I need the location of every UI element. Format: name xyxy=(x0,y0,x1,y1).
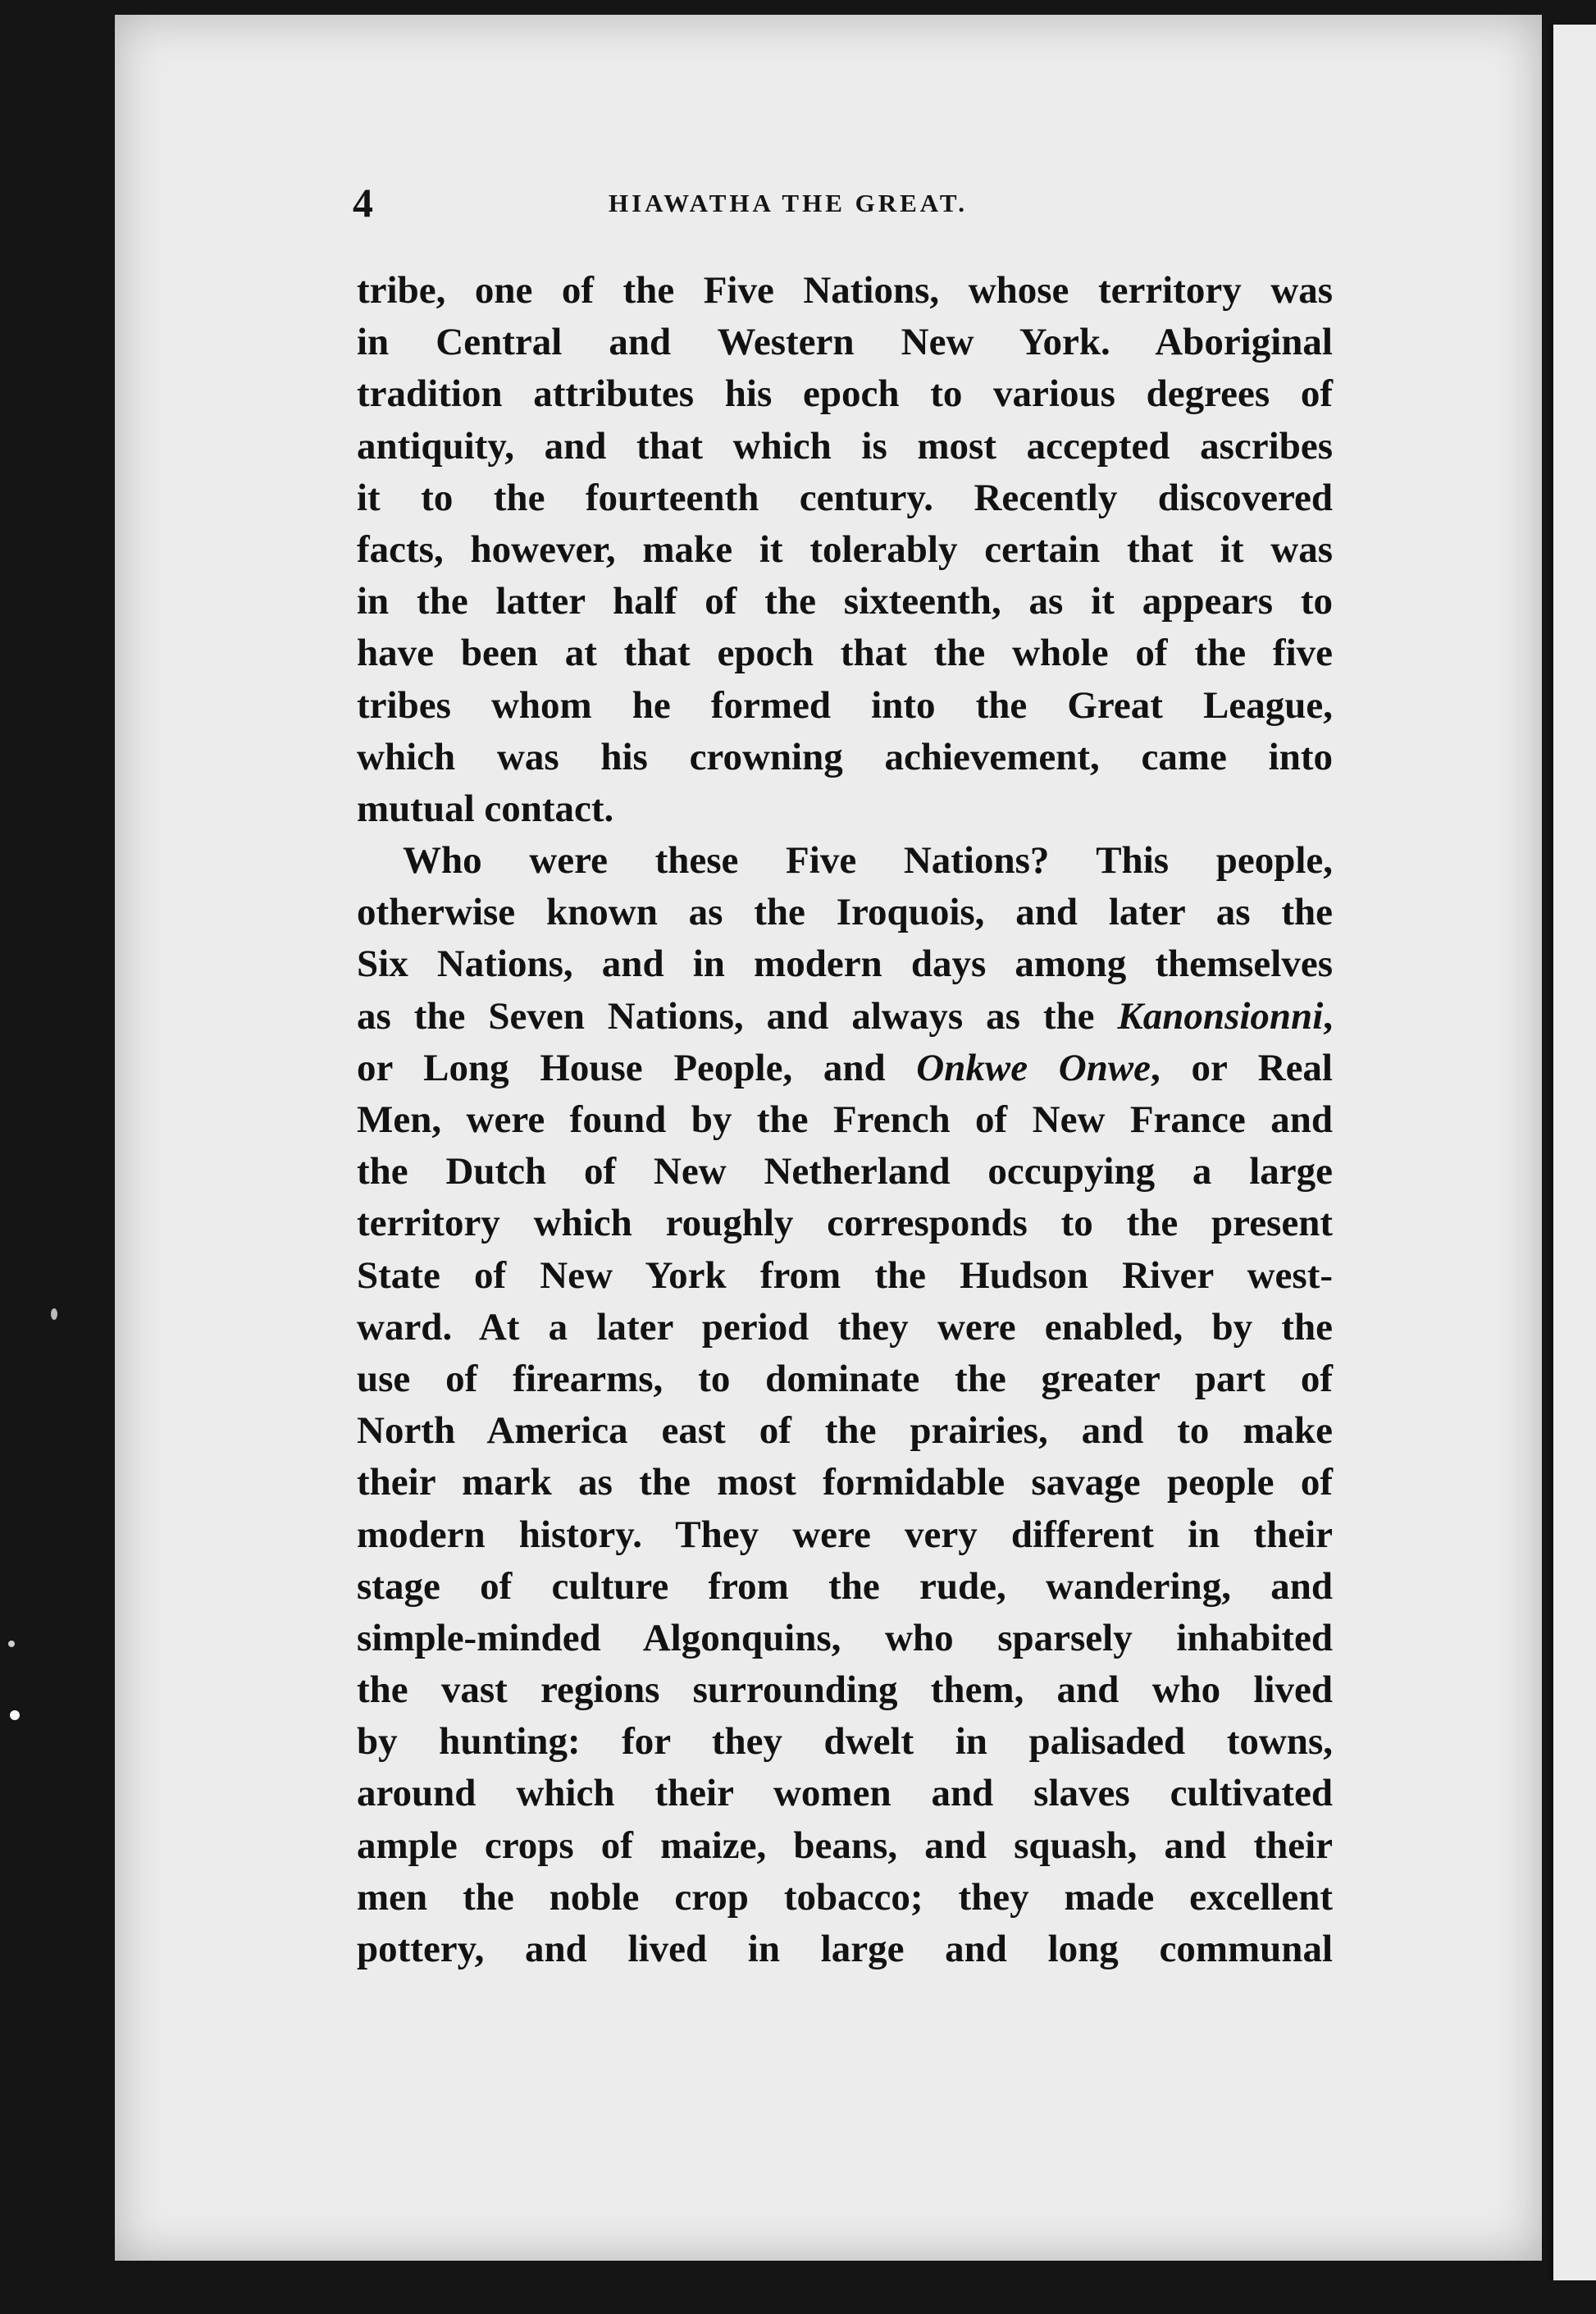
body-text xyxy=(357,265,1333,1975)
italic-term: Kanonsionni xyxy=(1117,994,1324,1038)
text-line: their mark as the most formidable savage people of xyxy=(357,1461,1333,1504)
text-line: or Long House People, and Onkwe Onwe, or Real xyxy=(357,1046,1333,1089)
text-line: tribe, one of the Five Nations, whose territory was xyxy=(357,269,1333,312)
scan-speck xyxy=(8,1641,15,1647)
text-line: as the Seven Nations, and always as the Kanonsionni, xyxy=(357,994,1333,1038)
text-line: simple-minded Algonquins, who sparsely inhabited xyxy=(357,1616,1333,1659)
text-line: stage of culture from the rude, wandering, and xyxy=(357,1564,1333,1608)
text-line: antiquity, and that which is most accepted ascribes xyxy=(357,424,1333,468)
text-line: mutual contact. xyxy=(357,787,614,830)
text-line: by hunting: for they dwelt in palisaded towns, xyxy=(357,1720,1333,1764)
text-line: facts, however, make it tolerably certain that it was xyxy=(357,527,1333,571)
adjacent-page-edge xyxy=(1548,25,1596,2280)
text-line: Men, were found by the French of New France and xyxy=(357,1098,1333,1141)
text-line: which was his crowning achievement, came into xyxy=(357,735,1333,778)
text-line: ample crops of maize, beans, and squash, and their xyxy=(357,1823,1333,1867)
text-line: Six Nations, and in modern days among themselves xyxy=(357,942,1333,986)
text-line: in the latter half of the sixteenth, as it appears to xyxy=(357,580,1333,623)
text-line: pottery, and lived in large and long communal xyxy=(357,1928,1333,1970)
scan-speck xyxy=(51,1308,57,1320)
text-line: North America east of the prairies, and to make xyxy=(357,1409,1333,1453)
text-line: around which their women and slaves cultivated xyxy=(357,1772,1333,1815)
text-line: modern history. They were very different in their xyxy=(357,1513,1333,1556)
text-line: it to the fourteenth century. Recently discovered xyxy=(357,476,1333,519)
text-line: men the noble crop tobacco; they made excellent xyxy=(357,1875,1333,1919)
text-line: tribes whom he formed into the Great League, xyxy=(357,683,1333,727)
text-line: ward. At a later period they were enabled, by the xyxy=(357,1305,1333,1349)
italic-term: Onkwe Onwe xyxy=(916,1046,1151,1089)
running-title: HIAWATHA THE GREAT. xyxy=(608,189,969,217)
text-line: the Dutch of New Netherland occupying a large xyxy=(357,1150,1333,1194)
text-line: in Central and Western New York. Aboriginal xyxy=(357,321,1333,364)
scan-speck xyxy=(10,1710,20,1720)
text-line: territory which roughly corresponds to the present xyxy=(357,1202,1333,1245)
text-line: Who were these Five Nations? This people, xyxy=(403,839,1333,883)
page-number: 4 xyxy=(353,180,373,226)
text-line: use of firearms, to dominate the greater part of xyxy=(357,1357,1333,1400)
text-line: have been at that epoch that the whole of the five xyxy=(357,632,1333,675)
text-line: State of New York from the Hudson River west- xyxy=(357,1253,1333,1297)
text-line: otherwise known as the Iroquois, and later as the xyxy=(357,891,1333,934)
text-line: the vast regions surrounding them, and who lived xyxy=(357,1668,1333,1712)
text-line: tradition attributes his epoch to various degrees of xyxy=(357,372,1333,416)
